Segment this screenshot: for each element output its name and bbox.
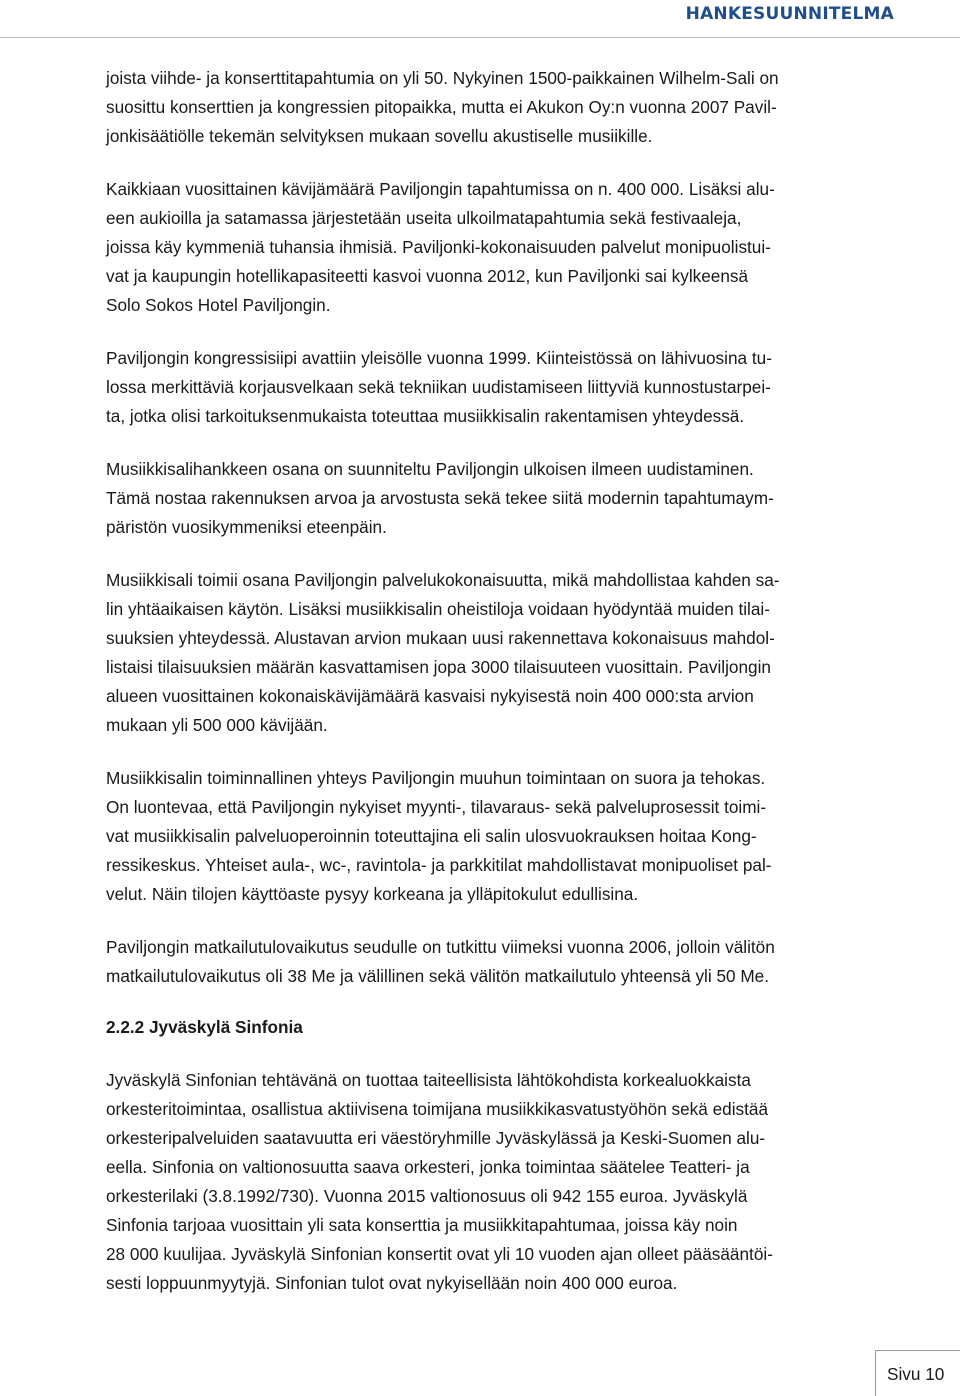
footer-divider-vertical [875,1350,876,1396]
paragraph-7: Paviljongin matkailutulovaikutus seudulle on tutkittu viimeksi vuonna 2006, jolloin välitön matkailutulovaikutus oli 38 Me ja välillinen sekä välitön matkailutulo yhteensä yli 50 Me. [106,937,775,986]
paragraph-5: Musiikkisali toimii osana Paviljongin palvelukokonaisuutta, mikä mahdollistaa kahden sa- lin yhtäaikaisen käytön. Lisäksi musiikkisalin oheistiloja voidaan hyödyntää muiden tilai- suuksien yhteydessä. Alustavan arvion mukaan uusi rakennettava kokonaisuus mahdol- listaisi tilaisuuksien määrän kasvattamisen jopa 3000 tilaisuuteen vuosittain. Paviljongin alueen vuosittainen kokonaiskävijämäärä kasvaisi nykyisestä noin 400 000:sta arvion mukaan yli 500 000 kävijään. [106,570,780,735]
footer-divider [875,1350,960,1351]
paragraph-3: Paviljongin kongressisiipi avattiin yleisölle vuonna 1999. Kiinteistössä on lähivuosina tu- lossa merkittäviä korjausvelkaan sekä tekniikan uudistamiseen liittyviä kunnostustarpei- ta, jotka olisi tarkoituksenmukaista toteuttaa musiikkisalin rakentamisen yhteydessä. [106,348,772,426]
document-body [106,64,911,1322]
header-divider [0,37,960,38]
section-paragraph: Jyväskylä Sinfonian tehtävänä on tuottaa taiteellisista lähtökohdista korkealuokkaista orkesteritoimintaa, osallistua aktiivisena toimijana musiikkikasvatustyöhön sekä edistää orkesteripalveluiden saatavuutta eri väestöryhmille Jyväskylässä ja Keski-Suomen alu- eella. Sinfonia on valtionosuutta saava orkesteri, jonka toimintaa säätelee Teatteri- ja orkesterilaki (3.8.1992/730). Vuonna 2015 valtionosuus oli 942 155 euroa. Jyväskylä Sinfonia tarjoaa vuosittain yli sata konserttia ja musiikkitapahtumaa, joissa käy noin 28 000 kuulijaa. Jyväskylä Sinfonian konsertit ovat yli 10 vuoden ajan olleet pääsääntöi- sesti loppuunmyytyjä. Sinfonian tulot ovat nykyisellään noin 400 000 euroa. [106,1070,773,1293]
paragraph-1: joista viihde- ja konserttitapahtumia on yli 50. Nykyinen 1500-paikkainen Wilhelm-Sali on suosittu konserttien ja kongressien pitopaikka, mutta ei Akukon Oy:n vuonna 2007 Pavil- jonkisäätiölle tekemän selvityksen mukaan sovellu akustiselle musiikille. [106,68,779,146]
section-heading: 2.2.2 Jyväskylä Sinfonia [106,1017,303,1037]
paragraph-4: Musiikkisalihankkeen osana on suunniteltu Paviljongin ulkoisen ilmeen uudistaminen. Tämä nostaa rakennuksen arvoa ja arvostusta sekä tekee siitä modernin tapahtumaym- päristön vuosikymmeniksi eteenpäin. [106,459,774,537]
paragraph-2: Kaikkiaan vuosittainen kävijämäärä Paviljongin tapahtumissa on n. 400 000. Lisäksi alu- een aukioilla ja satamassa järjestetään useita ulkoilmatapahtumia sekä festivaaleja, joissa käy kymmeniä tuhansia ihmisiä. Paviljonki-kokonaisuuden palvelut monipuolistui- vat ja kaupungin hotellikapasiteetti kasvoi vuonna 2012, kun Paviljonki sai kylkeensä Solo Sokos Hotel Paviljongin. [106,179,775,315]
page-number: Sivu 10 [887,1364,945,1384]
document-title: HANKESUUNNITELMA [685,4,894,24]
paragraph-6: Musiikkisalin toiminnallinen yhteys Paviljongin muuhun toimintaan on suora ja tehokas. On luontevaa, että Paviljongin nykyiset myynti-, tilavaraus- sekä palveluprosessit toimi- vat musiikkisalin palveluoperoinnin toteuttajina eli salin ulosvuokrauksen hoitaa Kong- ressikeskus. Yhteiset aula-, wc-, ravintola- ja parkkitilat mahdollistavat monipuoliset pal- velut. Näin tilojen käyttöaste pysyy korkeana ja ylläpitokulut edullisina. [106,768,772,904]
